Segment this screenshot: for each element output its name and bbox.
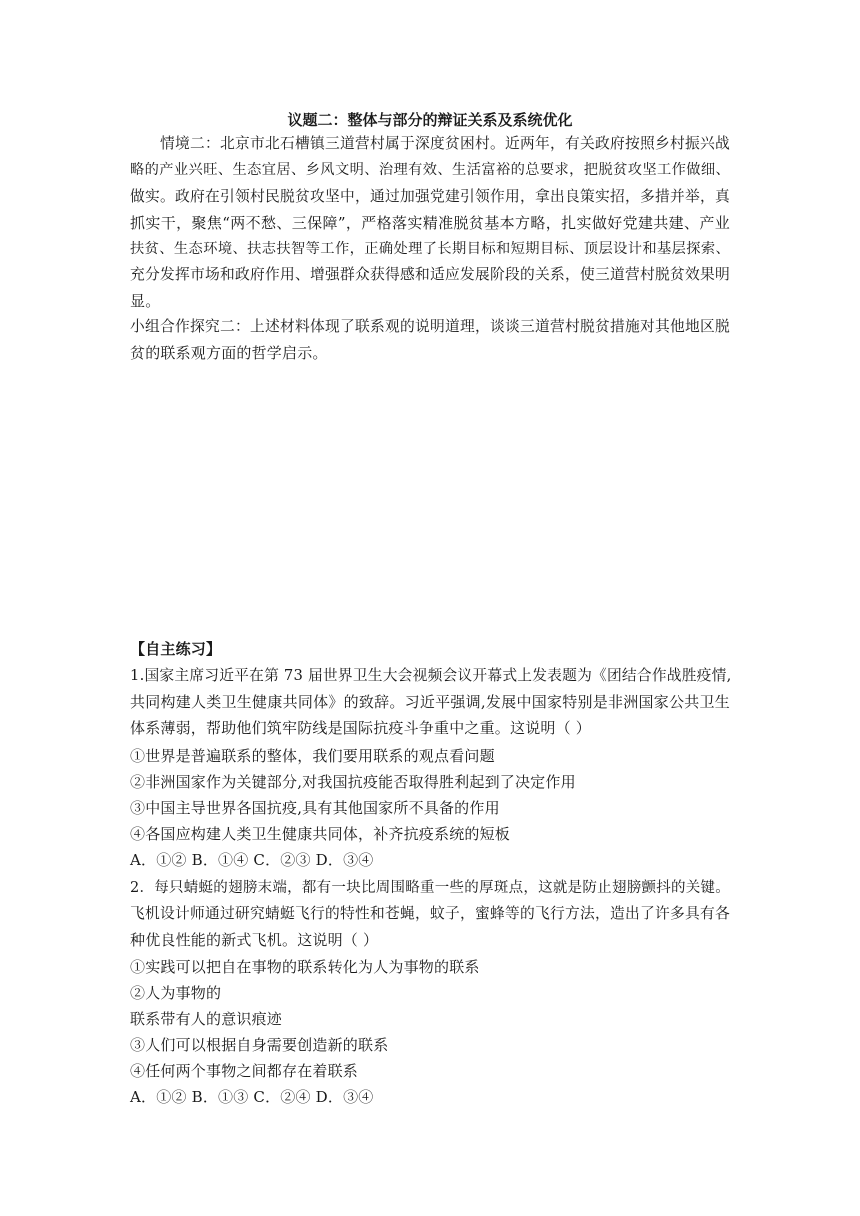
situation-line-7: 显。	[130, 292, 161, 310]
situation-line-2: 略的产业兴旺、生态宜居、乡风文明、治理有效、生活富裕的总要求，把脱贫攻坚工作做细、	[130, 162, 730, 178]
group-task-line-1: 小组合作探究二：上述材料体现了联系观的说明道理，谈谈三道营村脱贫措施对其他地区脱	[130, 318, 730, 335]
q1-option-2: ②非洲国家作为关键部分,对我国抗疫能否取得胜利起到了决定作用	[130, 773, 576, 791]
q2-option-3: ③人们可以根据自身需要创造新的联系	[130, 1036, 389, 1054]
q1-stem-line-3: 体系薄弱，帮助他们筑牢防线是国际抗疫斗争重中之重。这说明（ ）	[130, 719, 591, 737]
topic-title: 议题二：整体与部分的辩证关系及系统优化	[287, 111, 573, 129]
q2-option-1: ①实践可以把自在事物的联系转化为人为事物的联系	[130, 958, 480, 976]
q2-option-2a: ②人为事物的	[130, 984, 222, 1002]
situation-line-6: 充分发挥市场和政府作用、增强群众获得感和适应发展阶段的关系，使三道营村脱贫效果明	[130, 266, 730, 283]
q2-option-4: ④任何两个事物之间都存在着联系	[130, 1062, 359, 1080]
q1-stem-line-2: 共同构建人类卫生健康共同体》的致辞。习近平强调,发展中国家特别是非洲国家公共卫生	[130, 693, 730, 711]
q2-stem-line-2: 飞机设计师通过研究蜻蜓飞行的特性和苍蝇，蚊子，蜜蜂等的飞行方法，造出了许多具有各	[130, 905, 730, 922]
q2-stem-line-3: 种优良性能的新式飞机。这说明（ ）	[130, 931, 379, 949]
situation-line-1: 情境二：北京市北石槽镇三道营村属于深度贫困村。近两年，有关政府按照乡村振兴战	[160, 135, 730, 152]
q1-stem-line-1: 1.国家主席习近平在第 73 届世界卫生大会视频会议开幕式上发表题为《团结合作战胜疫情,	[130, 667, 732, 684]
q2-stem-line-1: 2．每只蜻蜓的翅膀末端，都有一块比周围略重一些的厚斑点，这就是防止翅膀颤抖的关键。	[130, 880, 730, 896]
practice-heading: 【自主练习】	[130, 640, 222, 658]
q1-option-4: ④各国应构建人类卫生健康共同体，补齐抗疫系统的短板	[130, 825, 511, 843]
q1-answer-choices: A．①② B．①④ C．②③ D．③④	[130, 851, 374, 869]
q2-option-2b: 联系带有人的意识痕迹	[130, 1010, 283, 1028]
q1-option-1: ①世界是普遍联系的整体，我们要用联系的观点看问题	[130, 747, 495, 765]
situation-line-5: 扶贫、生态环境、扶志扶智等工作，正确处理了长期目标和短期目标、顶层设计和基层探索、	[130, 241, 730, 257]
q2-answer-choices: A．①② B．①③ C．②④ D．③④	[130, 1088, 374, 1106]
q1-option-3: ③中国主导世界各国抗疫,具有其他国家所不具备的作用	[130, 799, 500, 817]
group-task-line-2: 贫的联系观方面的哲学启示。	[130, 344, 328, 362]
situation-line-4: 抓实干，聚焦“两不愁、三保障”，严格落实精准脱贫基本方略，扎实做好党建共建、产业	[130, 214, 730, 232]
situation-line-3: 做实。政府在引领村民脱贫攻坚中，通过加强党建引领作用，拿出良策实招，多措并举，真	[130, 188, 730, 205]
